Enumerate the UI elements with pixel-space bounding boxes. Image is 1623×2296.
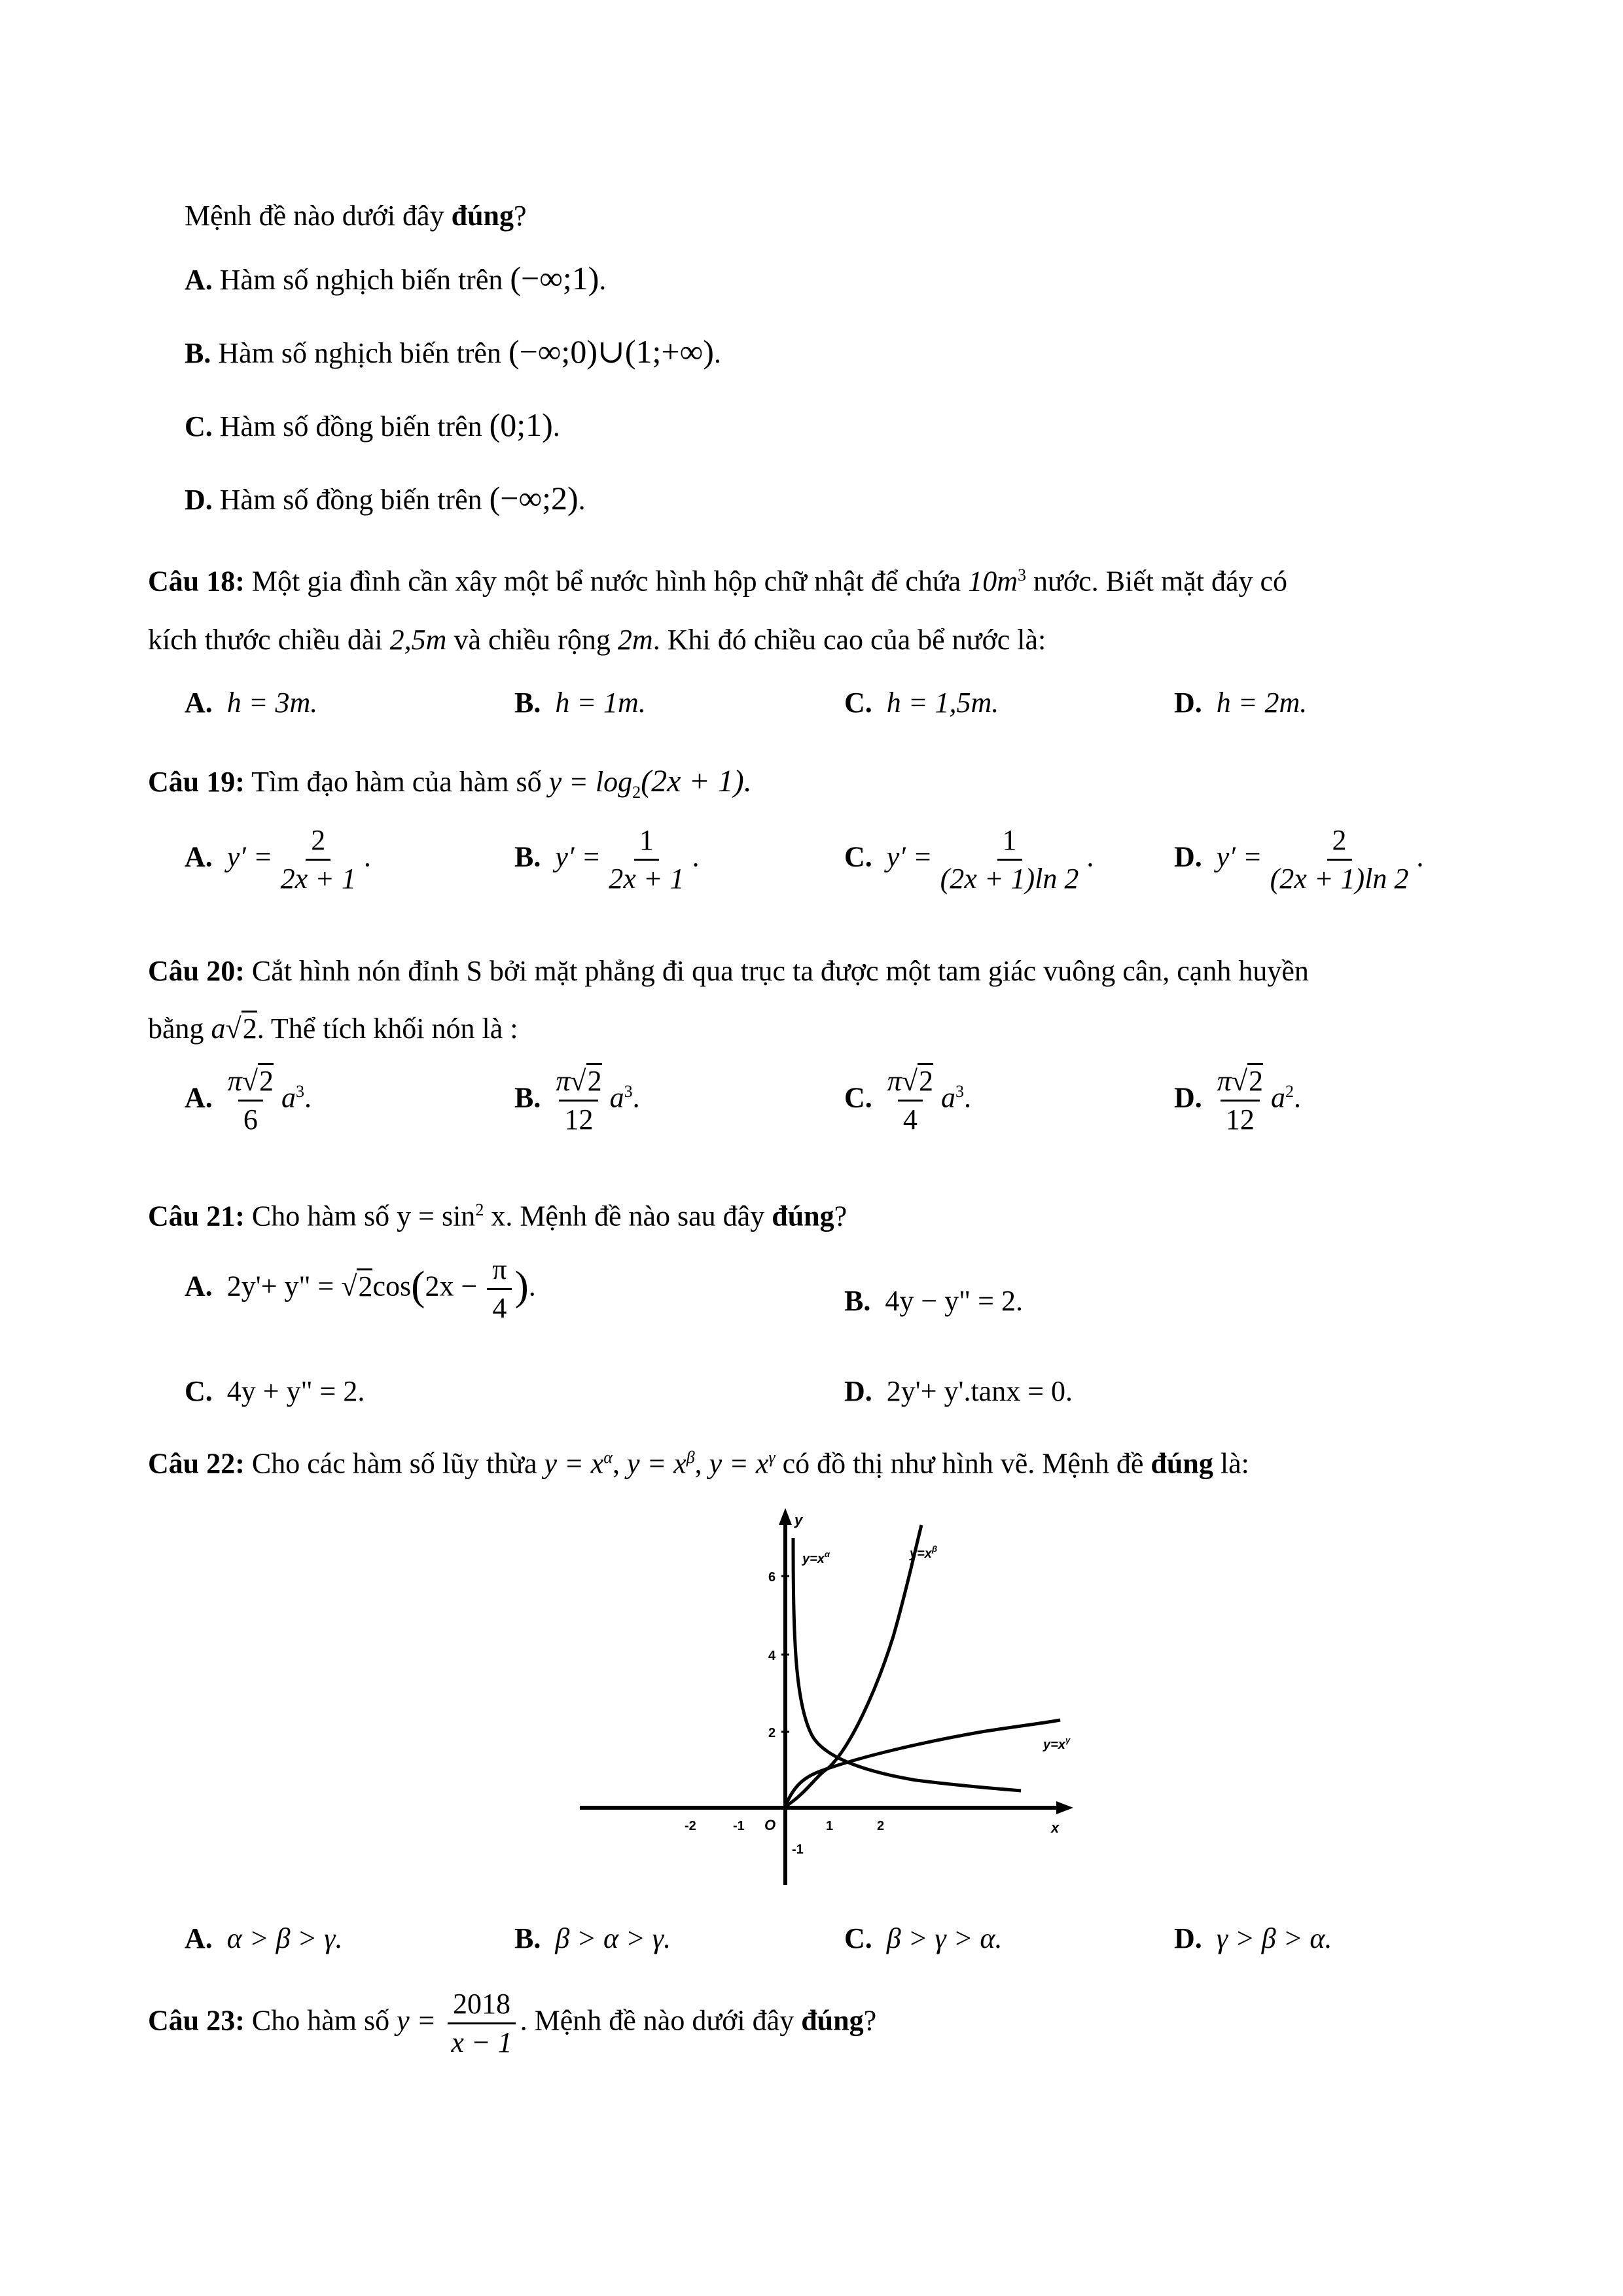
curve-beta-label: $y=x^\beta$	[910, 1544, 938, 1561]
q18-option-d[interactable]: D. h = 2m.	[1174, 687, 1308, 719]
q22-option-d[interactable]: D. γ > β > α.	[1174, 1922, 1332, 1954]
q21-option-c[interactable]: C. 4y + y" = 2.	[185, 1375, 365, 1407]
curve-alpha	[793, 1538, 1021, 1791]
q21-stem: Câu 21: Cho hàm số $y = \sin^2 x$. Mệnh đề nào sau đây đúng?	[148, 1200, 847, 1232]
x-tick-neg1: -1	[733, 1819, 745, 1833]
y-axis-label: y	[794, 1512, 803, 1528]
q23-stem: Câu 23: Cho hàm số y = $\frac{2018}{x - 1}$ . Mệnh đề nào dưới đây đúng?	[148, 1988, 877, 2058]
curve-gamma	[785, 1720, 1060, 1806]
q19-b-fraction: $\frac{1}{2x + 1}$	[609, 824, 685, 895]
q17-prompt: Mệnh đề nào dưới đây đúng?	[185, 200, 527, 232]
q18-option-b[interactable]: B. h = 1m.	[514, 687, 646, 719]
y-tick-6: 6	[768, 1570, 776, 1585]
x-axis-arrow	[1056, 1801, 1073, 1814]
q22-option-c[interactable]: C. β > γ > α.	[844, 1922, 1003, 1954]
x-axis-label: x	[1051, 1820, 1060, 1836]
power-function-graph	[569, 1505, 1080, 1898]
q19-option-d[interactable]: D. y′ = $\frac{2}{(2x + 1)\ln 2}$ .	[1174, 824, 1424, 895]
q22-stem: Câu 22: Cho các hàm số lũy thừa $y = x^\alpha$, $y = x^\beta$, $y = x^\gamma$ có đồ thị như hình vẽ. Mệnh đề đúng là:	[148, 1447, 1249, 1480]
q17-option-b[interactable]: B. Hàm số nghịch biến trên (−∞;0)∪(1;+∞).	[185, 333, 721, 370]
q21-option-a[interactable]: A. 2y'+ y" = √2cos(2x − $\frac{\pi}{4}$ ).	[185, 1253, 536, 1324]
q21-option-d[interactable]: D. 2y'+ y'.tanx = 0.	[844, 1375, 1073, 1407]
q18-stem-line2: kích thước chiều dài 2,5m và chiều rộng 2m. Khi đó chiều cao của bể nước là:	[148, 624, 1046, 656]
q17-option-a[interactable]: A. Hàm số nghịch biến trên (−∞;1).	[185, 260, 607, 296]
q17-option-d[interactable]: D. Hàm số đồng biến trên (−∞;2).	[185, 480, 586, 516]
q18-option-a[interactable]: A. h = 3m.	[185, 687, 318, 719]
q19-c-fraction: $\frac{1}{(2x + 1)\ln 2}$	[940, 824, 1079, 895]
q19-a-fraction: $\frac{2}{2x + 1}$	[280, 824, 356, 895]
q20-option-c[interactable]: C. $\frac{\pi√2}{4}$ $a^3$.	[844, 1067, 971, 1134]
q19-option-a[interactable]: A. y′ = $\frac{2}{2x + 1}$ .	[185, 824, 371, 895]
q20-option-d[interactable]: D. $\frac{\pi√2}{12}$ $a^2$.	[1174, 1067, 1301, 1134]
y-tick-2: 2	[768, 1726, 776, 1740]
q20-stem-line2: bằng a√2. Thể tích khối nón là :	[148, 1014, 518, 1043]
q20-option-b[interactable]: B. $\frac{\pi√2}{12}$ $a^3$.	[514, 1067, 640, 1134]
x-tick-neg2: -2	[685, 1819, 696, 1833]
x-tick-1: 1	[826, 1819, 834, 1833]
q21-option-b[interactable]: B. 4y − y" = 2.	[844, 1285, 1023, 1317]
q20-option-a[interactable]: A. $\frac{\pi√2}{6}$ $a^3$.	[185, 1067, 312, 1134]
y-tick-neg1: -1	[792, 1842, 804, 1857]
q17-option-c[interactable]: C. Hàm số đồng biến trên (0;1).	[185, 406, 560, 443]
curve-gamma-label: $y=x^\gamma$	[1043, 1735, 1071, 1752]
q19-option-c[interactable]: C. y′ = $\frac{1}{(2x + 1)\ln 2}$ .	[844, 824, 1094, 895]
q19-d-fraction: $\frac{2}{(2x + 1)\ln 2}$	[1270, 824, 1409, 895]
y-tick-4: 4	[768, 1649, 776, 1663]
origin-label: O	[764, 1817, 776, 1833]
q19-stem: Câu 19: Tìm đạo hàm của hàm số $y = \log_2(2x + 1)$.	[148, 764, 752, 802]
x-tick-2: 2	[877, 1819, 885, 1833]
q18-stem-line1: Câu 18: Một gia đình cần xây một bể nước hình hộp chữ nhật để chứa $10m^3$ nước. Biết mặt đáy có	[148, 565, 1288, 598]
q22-option-b[interactable]: B. β > α > γ.	[514, 1922, 671, 1954]
y-axis-arrow	[779, 1508, 792, 1525]
q18-option-c[interactable]: C. h = 1,5m.	[844, 687, 999, 719]
q20-stem-line1: Câu 20: Cắt hình nón đỉnh S bởi mặt phẳng đi qua trục ta được một tam giác vuông cân, cạnh huyền	[148, 955, 1309, 987]
q23-fraction: $\frac{2018}{x - 1}$	[446, 1990, 517, 2057]
q22-option-a[interactable]: A. α > β > γ.	[185, 1922, 343, 1954]
q19-option-b[interactable]: B. y′ = $\frac{1}{2x + 1}$ .	[514, 824, 700, 895]
curve-alpha-label: $y=x^\alpha$	[802, 1549, 830, 1566]
